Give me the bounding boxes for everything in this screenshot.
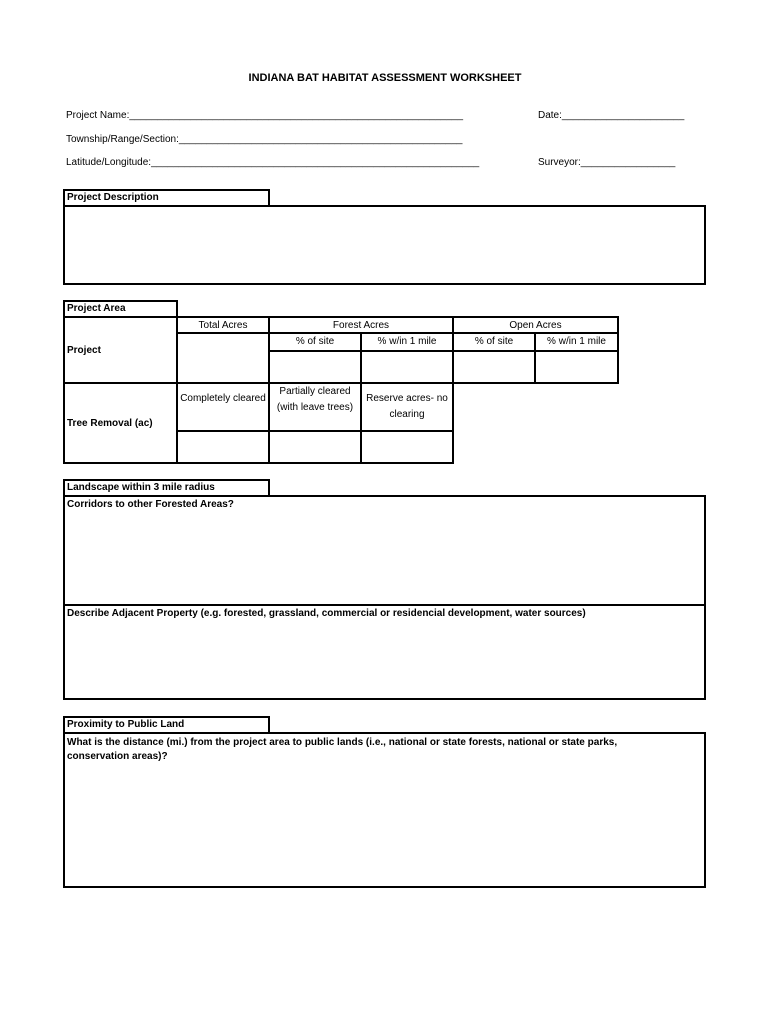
reserve-acres-input[interactable] <box>360 430 454 464</box>
forest-pct-site-input[interactable] <box>268 350 362 384</box>
project-area-table <box>63 316 619 384</box>
forest-pct-site-header <box>268 332 362 352</box>
open-pct-site-header <box>452 332 536 352</box>
page-title: INDIANA BAT HABITAT ASSESSMENT WORKSHEET <box>248 72 522 84</box>
adjacent-property-label: Describe Adjacent Property (e.g. forested, grassland, commercial or residencial development, water sources) <box>67 608 586 619</box>
forest-pct-site-label: % of site <box>295 336 335 347</box>
forest-pct-1mile-header <box>360 332 454 352</box>
landscape-header: Landscape within 3 mile radius <box>63 479 270 497</box>
project-description-header: Project Description <box>63 189 270 207</box>
project-description-box[interactable] <box>63 205 706 285</box>
total-acres-input[interactable] <box>176 332 270 384</box>
partially-cleared-label: Partially cleared (with leave trees) <box>276 386 354 413</box>
partially-cleared-input[interactable] <box>268 430 362 464</box>
public-land-question: What is the distance (mi.) from the project area to public lands (i.e., national or state forests, national or state parks, conservation areas)? <box>67 737 618 762</box>
completely-cleared-header <box>176 382 270 432</box>
project-label-cell <box>63 316 178 384</box>
open-pct-1mile-input[interactable] <box>534 350 619 384</box>
date-field[interactable]: Date:______________________ <box>538 110 685 121</box>
open-pct-site-label: % of site <box>474 336 514 347</box>
forest-pct-1mile-label: % w/in 1 mile <box>377 336 437 347</box>
tree-removal-label-cell <box>63 382 178 464</box>
surveyor-field[interactable]: Surveyor:_________________ <box>538 157 676 168</box>
completely-cleared-input[interactable] <box>176 430 270 464</box>
township-field[interactable]: Township/Range/Section:___________________________________________________ <box>66 134 463 145</box>
partially-cleared-header <box>268 382 362 432</box>
corridors-label: Corridors to other Forested Areas? <box>67 499 234 510</box>
open-pct-site-input[interactable] <box>452 350 536 384</box>
tree-removal-table <box>63 382 455 464</box>
project-name-field[interactable]: Project Name:____________________________________________________________ <box>66 110 464 121</box>
reserve-acres-label: Reserve acres- no clearing <box>366 393 448 420</box>
adjacent-property-box[interactable] <box>63 604 706 700</box>
forest-acres-label: Forest Acres <box>332 320 390 331</box>
latlong-field[interactable]: Latitude/Longitude:___________________________________________________________ <box>66 157 480 168</box>
corridors-box[interactable] <box>63 495 706 606</box>
forest-pct-1mile-input[interactable] <box>360 350 454 384</box>
reserve-acres-header <box>360 382 454 432</box>
project-label: Project <box>67 345 101 356</box>
tree-removal-label: Tree Removal (ac) <box>67 418 153 429</box>
completely-cleared-label: Completely cleared <box>180 393 266 404</box>
open-acres-label: Open Acres <box>509 320 562 331</box>
public-land-header: Proximity to Public Land <box>63 716 270 734</box>
project-area-header: Project Area <box>63 300 178 318</box>
open-pct-1mile-label: % w/in 1 mile <box>547 336 606 347</box>
open-pct-1mile-header <box>534 332 619 352</box>
public-land-box[interactable] <box>63 732 706 888</box>
total-acres-label: Total Acres <box>198 320 248 331</box>
